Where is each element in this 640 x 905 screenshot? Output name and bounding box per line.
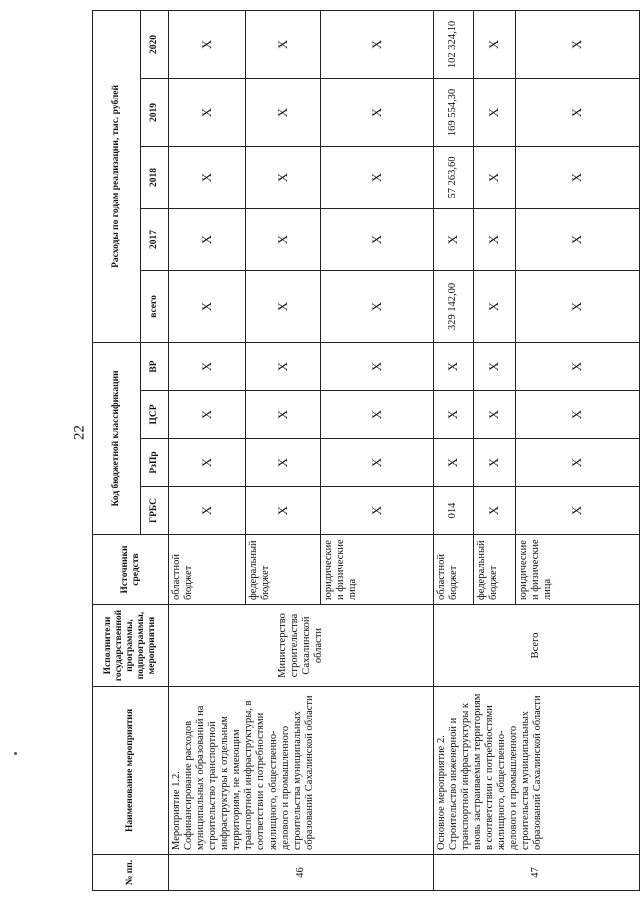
y2020-value: X: [473, 10, 515, 78]
header-executor: Исполнители государственной программы, подпрограммы, мероприятия: [93, 605, 169, 687]
y2018-value: X: [515, 146, 639, 208]
rzpr-value: X: [321, 439, 433, 487]
header-2017: 2017: [141, 208, 169, 270]
y2019-value: X: [246, 78, 321, 146]
y2018-value: X: [473, 146, 515, 208]
measure-name: Основное мероприятие 2. Строительство инженерной и транспортной инфраструктуры к вновь застраиваемым территориям в соответствии с потребностями жилищного, общественно-делового и промышленного строительства муниципальных образований Сахалинской области: [433, 687, 639, 855]
total-value: X: [246, 270, 321, 342]
header-2020: 2020: [141, 10, 169, 78]
header-csr: ЦСР: [141, 391, 169, 439]
source: федеральный бюджет: [473, 535, 515, 605]
executor: Всего: [433, 605, 639, 687]
source: областной бюджет: [433, 535, 473, 605]
header-source: Источники средств: [93, 535, 169, 605]
csr-value: X: [515, 391, 639, 439]
header-2018: 2018: [141, 146, 169, 208]
y2018-value: X: [169, 146, 246, 208]
total-value: X: [169, 270, 246, 342]
y2019-value: X: [515, 78, 639, 146]
csr-value: X: [169, 391, 246, 439]
vr-value: X: [246, 342, 321, 390]
executor: Министерство строительства Сахалинской области: [169, 605, 434, 687]
header-name: Наименование мероприятия: [93, 687, 169, 855]
grbs-value: X: [321, 487, 433, 535]
y2020-value: X: [321, 10, 433, 78]
y2017-value: X: [515, 208, 639, 270]
table-row: [433, 10, 473, 890]
header-2019: 2019: [141, 78, 169, 146]
measure-name: Мероприятие 1.2. Софинансирование расходов муниципальных образований на строительство транспортной инфраструктуры к отдельным территориям, не имеющим транспортной инфраструктуры, в соответствии с потребностями жилищного, общественно-делового и промышленного строительства муниципальных образований Сахалинской области: [169, 687, 434, 855]
csr-value: X: [433, 391, 473, 439]
page-number: 22: [71, 425, 88, 440]
rzpr-value: X: [473, 439, 515, 487]
y2017-value: X: [169, 208, 246, 270]
source: областной бюджет: [169, 535, 246, 605]
y2020-value: X: [169, 10, 246, 78]
y2019-value: 169 554,30: [433, 78, 473, 146]
header-rzpr: РзПр: [141, 439, 169, 487]
y2020-value: X: [515, 10, 639, 78]
grbs-value: X: [246, 487, 321, 535]
y2017-value: X: [246, 208, 321, 270]
vr-value: X: [515, 342, 639, 390]
vr-value: X: [169, 342, 246, 390]
grbs-value: X: [515, 487, 639, 535]
csr-value: X: [246, 391, 321, 439]
row-number: 46: [169, 855, 434, 891]
y2019-value: X: [473, 78, 515, 146]
rzpr-value: X: [515, 439, 639, 487]
y2017-value: X: [473, 208, 515, 270]
expenses-table: [92, 10, 640, 891]
source: юридические и физические лица: [321, 535, 433, 605]
csr-value: X: [321, 391, 433, 439]
rzpr-value: X: [433, 439, 473, 487]
rotated-table-wrapper: [92, 11, 640, 891]
y2020-value: X: [246, 10, 321, 78]
header-vr: ВР: [141, 342, 169, 390]
source: федеральный бюджет: [246, 535, 321, 605]
scan-dot: [14, 752, 17, 755]
y2019-value: X: [321, 78, 433, 146]
y2017-value: X: [433, 208, 473, 270]
y2020-value: 102 324,10: [433, 10, 473, 78]
row-number: 47: [433, 855, 639, 891]
header-budget-code: Код бюджетной классификации: [93, 342, 141, 534]
vr-value: X: [473, 342, 515, 390]
rzpr-value: X: [169, 439, 246, 487]
y2017-value: X: [321, 208, 433, 270]
header-num: № пп.: [93, 855, 169, 891]
grbs-value: 014: [433, 487, 473, 535]
y2019-value: X: [169, 78, 246, 146]
vr-value: X: [433, 342, 473, 390]
y2018-value: X: [321, 146, 433, 208]
y2018-value: 57 263,60: [433, 146, 473, 208]
rzpr-value: X: [246, 439, 321, 487]
source: юридические и физические лица: [515, 535, 639, 605]
total-value: X: [321, 270, 433, 342]
y2018-value: X: [246, 146, 321, 208]
header-expenses: Расходы по годам реализации, тыс. рублей: [93, 10, 141, 342]
csr-value: X: [473, 391, 515, 439]
total-value: 329 142,00: [433, 270, 473, 342]
table-row: [169, 10, 246, 890]
vr-value: X: [321, 342, 433, 390]
total-value: X: [473, 270, 515, 342]
grbs-value: X: [473, 487, 515, 535]
header-grbs: ГРБС: [141, 487, 169, 535]
header-total: всего: [141, 270, 169, 342]
total-value: X: [515, 270, 639, 342]
grbs-value: X: [169, 487, 246, 535]
